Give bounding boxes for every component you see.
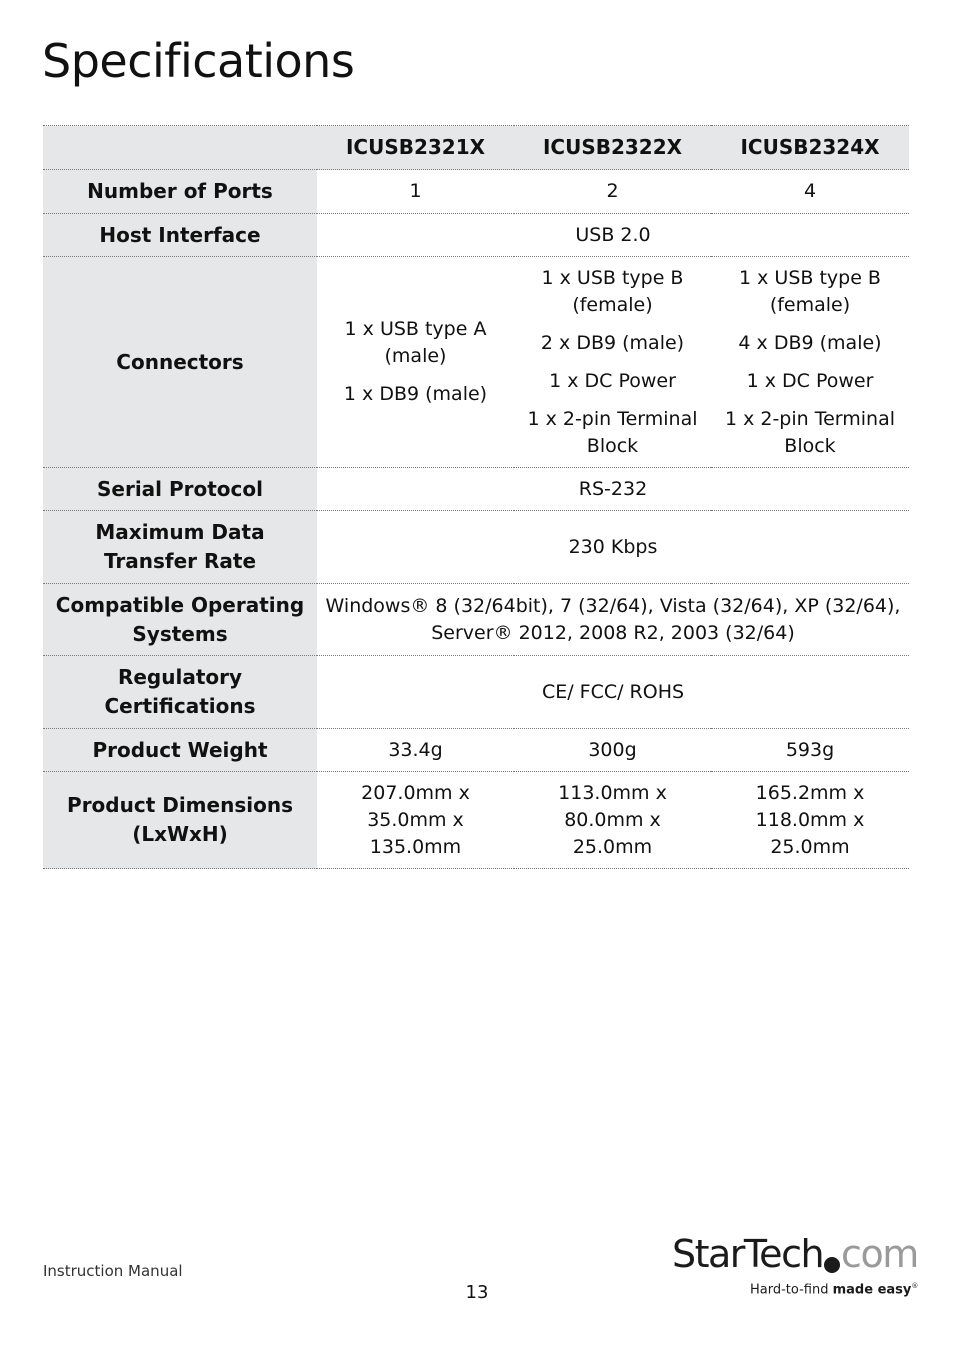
table-cell: 1 [317, 170, 514, 214]
model-header-1: ICUSB2321X [317, 126, 514, 170]
table-cell: 593g [711, 729, 909, 772]
table-row-os [43, 584, 909, 656]
tagline-bold: made easy [832, 1282, 912, 1298]
logo-tagline [750, 1282, 918, 1297]
table-cell: 33.4g [317, 729, 514, 772]
model-header-2: ICUSB2322X [514, 126, 711, 170]
connector-item: 1 x USB type B (female) [541, 266, 684, 316]
connector-item: 4 x DB9 (male) [738, 331, 882, 354]
logo-name-main: StarTech [672, 1232, 824, 1276]
connector-item: 1 x 2-pin Terminal Block [527, 407, 698, 457]
dim-line: 207.0mm x [361, 781, 470, 804]
connector-item: 1 x DC Power [549, 369, 676, 392]
connector-item: 1 x DC Power [746, 369, 874, 392]
table-row-dims [43, 772, 909, 869]
connector-item: 2 x DB9 (male) [540, 331, 685, 354]
table-header-row [43, 126, 909, 170]
header-empty-cell [43, 126, 317, 170]
dim-line: 25.0mm [770, 835, 850, 858]
dim-line: 35.0mm x [367, 808, 464, 831]
row-label: Regulatory Certifications [43, 656, 317, 729]
table-cell: 230 Kbps [317, 511, 909, 584]
table-cell: RS-232 [317, 468, 909, 511]
dim-line: 165.2mm x [755, 781, 865, 804]
specs-table [43, 125, 909, 869]
startech-logo [672, 1232, 919, 1304]
dim-line: 118.0mm x [755, 808, 865, 831]
row-label: Compatible Operating Systems [43, 584, 317, 656]
connector-item: 1 x DB9 (male) [343, 383, 488, 405]
model-header-3: ICUSB2324X [711, 126, 909, 170]
table-cell [317, 584, 909, 656]
row-label: Product Weight [43, 729, 317, 772]
table-cell: CE/ FCC/ ROHS [317, 656, 909, 729]
dim-line: 25.0mm [572, 835, 653, 858]
table-cell: USB 2.0 [317, 214, 909, 257]
row-label: Product Dimensions (LxWxH) [43, 772, 317, 869]
dim-line: 135.0mm [369, 835, 462, 858]
table-row-connectors [43, 257, 909, 468]
connector-item: 1 x 2-pin Terminal Block [724, 407, 896, 457]
page-title: Specifications [42, 34, 355, 88]
table-cell: 2 [514, 170, 711, 214]
table-cell: 300g [514, 729, 711, 772]
table-cell: 4 [711, 170, 909, 214]
row-label: Serial Protocol [43, 468, 317, 511]
table-row-reg [43, 656, 909, 729]
tagline-mark: ® [911, 1282, 919, 1290]
logo-name-com: com [841, 1232, 918, 1276]
connectors-cell-2 [514, 257, 711, 468]
table-row-host [43, 214, 909, 257]
table-row-rate [43, 511, 909, 584]
dim-line: 113.0mm x [558, 781, 667, 804]
table-row-ports [43, 170, 909, 214]
connector-item: 1 x USB type B (female) [739, 266, 881, 316]
os-line-2: Server® 2012, 2008 R2, 2003 (32/64) [431, 621, 795, 644]
row-label: Connectors [43, 257, 317, 468]
connectors-cell-1 [317, 257, 514, 468]
connector-item: 1 x USB type A (male) [344, 318, 487, 367]
tagline-light: Hard-to-find [750, 1282, 833, 1298]
table-cell [711, 772, 909, 869]
row-label: Maximum Data Transfer Rate [43, 511, 317, 584]
row-label: Host Interface [43, 214, 317, 257]
page-number: 13 [465, 1282, 489, 1303]
logo-dot-icon [824, 1257, 840, 1273]
table-row-serial [43, 468, 909, 511]
table-cell [514, 772, 711, 869]
table-cell [317, 772, 514, 869]
os-line-1: Windows® 8 (32/64bit), 7 (32/64), Vista (32/64), XP (32/64), [325, 594, 901, 617]
footer-manual-label: Instruction Manual [43, 1262, 183, 1280]
row-label: Number of Ports [43, 170, 317, 214]
dim-line: 80.0mm x [564, 808, 661, 831]
logo-wordmark [672, 1232, 918, 1276]
table-row-weight [43, 729, 909, 772]
connectors-cell-3 [711, 257, 909, 468]
